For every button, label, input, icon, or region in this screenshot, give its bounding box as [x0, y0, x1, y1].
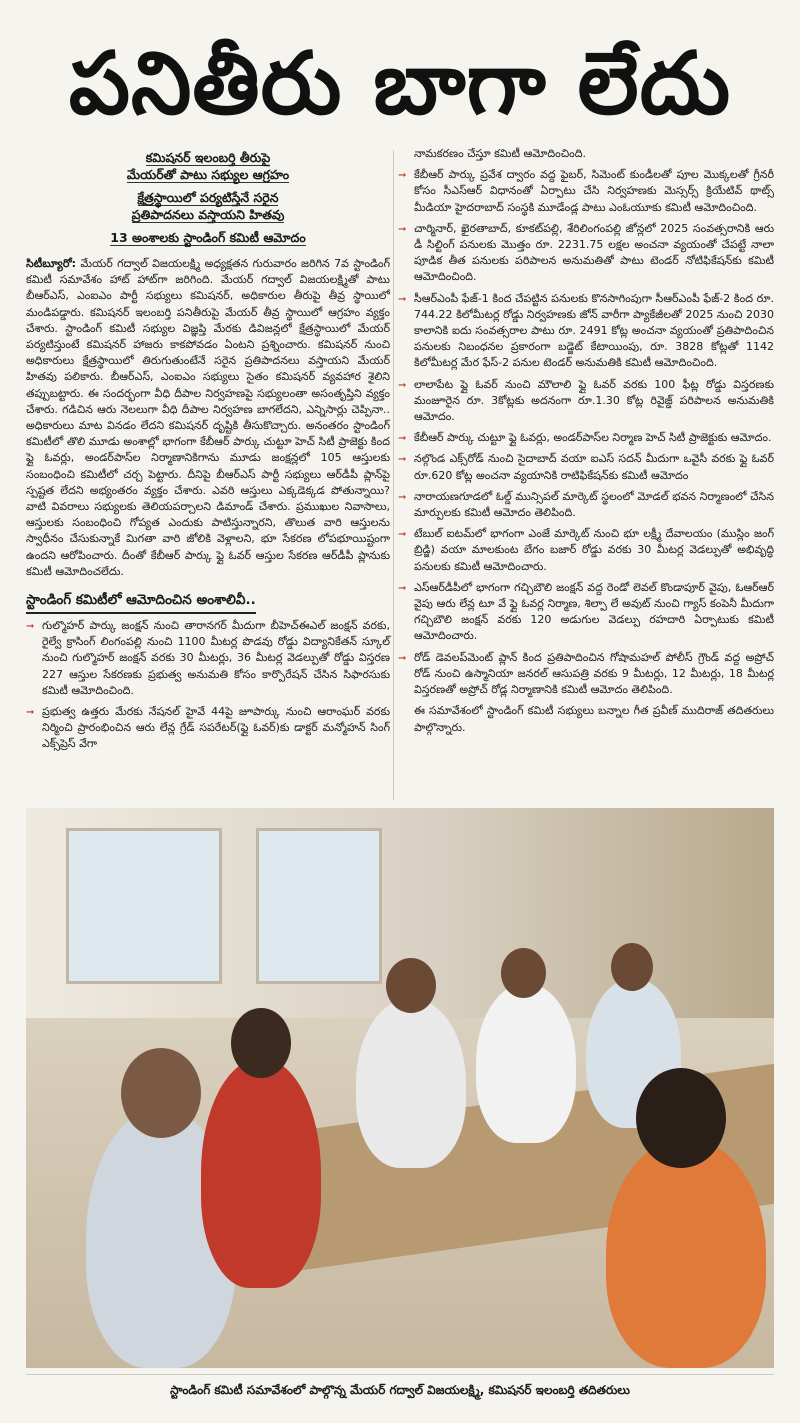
list-item: ➞ ప్రభుత్వ ఉత్తరు మేరకు నేషనల్ హైవే 44పై జూపార్కు నుంచి ఆరాంఘర్ వరకు నిర్మించి ప్రారంభించిన ఆరు లేన్ల గ్రేడ్ సపరేటర్(ఫ్లై ఓవర్)కు డాక్టర్ మన్మోహన్ సింగ్ ఎక్స్‌ప్రెస్ వేగా — [26, 705, 390, 751]
subheading-block — [26, 149, 390, 246]
section-title: స్టాండింగ్ కమిటీలో ఆమోదించిన అంశాలివీ.. — [26, 590, 256, 614]
list-item: ➞ కేబీఆర్ పార్కు ప్రవేశ ద్వారం వద్ద ఫైబర్, సిమెంట్ కుండీలతో పూల మొక్కలతో గ్రీనరీ కోసం సీఎస్ఆర్ విధానంతో ఏర్పాటు చేసి నిర్వహణకు మెస్సర్స్ క్రియేటివ్ థాట్స్ మీడియా హైదరాబాద్ సంస్థకి మూడేండ్ల పాటు ఎంఓయూకు కమిటీ ఆమోదించింది. — [398, 168, 774, 214]
arrow-bullet-icon: ➞ — [26, 621, 35, 633]
list-item: ➞ నల్గొండ ఎక్స్‌రోడ్ నుంచి సైదాబాద్ వయా ఐఎస్ సదన్ మీదుగా ఒవైసీ వరకు ఫ్లై ఓవర్ రూ.620 కోట్ల అంచనా వ్యయానికి రాటిఫికేషన్‌కు కమిటీ ఆమోదం — [398, 452, 774, 482]
arrow-bullet-icon: ➞ — [398, 454, 407, 466]
list-item: ➞ రోడ్ డెవలప్‌మెంట్ ప్లాన్ కింద ప్రతిపాదించిన గోషామహల్ పోలీస్ గ్రౌండ్ వద్ద అప్రోచ్ రోడ్ నుంచి ఉస్మానియా జనరల్ ఆసుపత్రి వరకు 9 మీటర్లు, 12 మీటర్లు, 18 మీటర్ల విస్తరణతో అప్రోచ్ రోడ్ల నిర్మాణానికి కమిటీ ఆమోదం తెలిపింది. — [398, 650, 774, 697]
article-body-text: మేయర్ గద్వాల్ విజయలక్ష్మి అధ్యక్షతన గురువారం జరిగిన 7వ స్టాండింగ్ కమిటీ సమావేశం హాట్ హాట్‌గా జరిగింది. మేయర్ గద్వాల్ విజయలక్ష్మితో పాటు బీఆర్ఎస్, ఎంఐఎం పార్టీ సభ్యులు కమిషనర్, అధికారుల తీరుపై తీవ్ర స్థాయిలో మండిపడ్డారు. కమిషనర్ ఇలంబర్తి పనితీరుపై మేయర్ తీవ్ర స్థాయిలో ఆగ్రహం వ్యక్తం చేశారు. స్టాండింగ్ కమిటీ సభ్యుల విజ్ఞప్తి మేరకు డివిజన్లలో క్షేత్రస్థాయిలో మేయర్ పర్యటిస్తుంటే కమిషనర్ హాజరు కాకపోవడం ఏంటని ప్రశ్నించారు. కమిషనర్ నుంచి అధికారులు క్షేత్రస్థాయిలో తిరుగుతుంటేనే సరైన ప్రతిపాదనలు వస్తాయని మేయర్ హితవు పలికారు. బీఆర్ఎస్, ఎంఐఎం సభ్యులు సైతం కమిషనర్ వ్యవహార శైలిని తప్పుబట్టారు. ఈ సందర్భంగా వీధి దీపాల నిర్వహణపై సభ్యులంతా అసంతృప్తిని వ్యక్తం చేశారు. గడిచిన ఆరు నెలలుగా వీధి దీపాల నిర్వహణ బాగలేదని, ఎన్నిసార్లు చెప్పినా.. అధికారులు మాట వినడం లేదని కమిషనర్ దృష్టికి తీసుకొచ్చారు. అనంతరం స్టాండింగ్ కమిటీలో తొలి మూడు అంశాల్లో భాగంగా కేబీఆర్ పార్కు చుట్టూ హెచ్ సిటీ ప్రాజెక్టు కింద ఫ్లై ఓవర్లు, అండర్‌పాస్‌ల నిర్మాణానికిగాను మూడు జంక్షన్లలో 105 ఆస్తులకు సంబంధించి కమిటీలో చర్చ పెట్టారు. దీనిపై బీఆర్ఎస్ పార్టీ సభ్యులు ఆర్‌డీపీ ప్లాన్‌పై స్పష్టత లేదని అభ్యంతరం వ్యక్తం చేశారు. ఎవరి ఆస్తులు ఎక్కడెక్కడ పోతున్నాయి? వాటి వివరాలు సభ్యులకు తెలియపర్చాలని డిమాండ్ చేశారు. ప్రముఖుల నివాసాలు, ఆస్తులకు సంబంధించి గోప్యత ఎందుకు పాటిస్తున్నారని, తొలుత వారి ఆస్తులను స్వాధీనం చేసుకున్నాకే మిగతా వారి జోలికి వెళ్లాలని, భూ సేకరణ లోపభూయిష్టంగా ఉందని ఆరోపించారు. దీంతో కేబీఆర్ పార్కు ఫ్లై ఓవర్ ఆస్తుల సేకరణ ఆర్‌డీపీ ప్లానుకు కమిటీ ఆమోదించలేదు. — [26, 257, 390, 578]
photo-person-head — [121, 1048, 201, 1138]
photo-person-head — [636, 1068, 726, 1168]
continued-text: నామకరణం చేస్తూ కమిటీ ఆమోదించింది. — [414, 147, 587, 160]
list-item: ➞ సీఆర్ఎంపీ ఫేజ్-1 కింద చేపట్టిన పనులకు కొనసాగింపుగా సీఆర్ఎంపీ ఫేజ్-2 కింద రూ. 744.22 కిలోమీటర్ల రోడ్డు నిర్వహణకు జోన్ వారీగా ప్యాకేజీలతో 2025 నుంచి 2030 కాలానికి ఐదు సంవత్సరాల పాటు రూ. 2491 కోట్ల అంచనా వ్యయంతో ప్రతిపాదించిన పనులకు నిబంధనల ప్రకారంగా బడ్జెట్ కేటాయింపు, రూ. 3828 కోట్లతో 1142 కిలోమీటర్ల మేర ఫేస్-2 పనుల టెండర్ అనుమతికి కమిటీ ఆమోదించింది. — [398, 291, 774, 370]
photo-person-head — [386, 958, 436, 1013]
column-divider — [393, 150, 394, 800]
arrow-bullet-icon: ➞ — [398, 223, 407, 235]
arrow-bullet-icon: ➞ — [398, 293, 407, 305]
arrow-bullet-icon: ➞ — [398, 433, 407, 445]
photo-person-head — [231, 1008, 291, 1078]
photo-person — [201, 1058, 321, 1288]
list-item: ➞ ఎస్ఆర్‌డీపీలో భాగంగా గచ్చిబౌలి జంక్షన్ వద్ద రెండో లెవల్ కొండాపూర్ వైపు, ఓఆర్ఆర్ వైపు ఆరు లేన్ల టూ వే ఫ్లై ఓవర్ల నిర్మాణ, శిల్పా లే అవుట్ నుంచి గ్యాస్ కంపెనీ మీదుగా గచ్చిబౌలి జంక్షన్ వరకు 120 అడుగుల వెడల్పు రహదారి ఏర్పాటుకు కమిటీ ఆమోదించారు. — [398, 580, 774, 643]
meeting-photo — [26, 808, 774, 1368]
photo-person — [356, 998, 466, 1168]
subheading-line-1: కమిషనర్ ఇలంబర్తి తీరుపై — [145, 150, 271, 165]
photo-person-head — [501, 948, 546, 998]
headline: పనితీరు బాగా లేదు — [68, 34, 732, 134]
subheading-line-3: క్షేత్రస్థాయిలో పర్యటిస్తేనే సరైన — [137, 190, 279, 205]
arrow-bullet-icon: ➞ — [398, 582, 407, 594]
photo-window — [256, 828, 382, 984]
right-column — [398, 146, 774, 736]
arrow-bullet-icon: ➞ — [398, 491, 407, 503]
photo-caption: స్టాండింగ్ కమిటీ సమావేశంలో పాల్గొన్న మేయర్ గద్వాల్ విజయలక్ష్మి, కమిషనర్ ఇలంబర్తి తదితరులు — [26, 1374, 774, 1405]
arrow-bullet-icon: ➞ — [398, 652, 407, 664]
photo-person — [606, 1138, 766, 1368]
subheading-line-5: 13 అంశాలకు స్టాండింగ్ కమిటీ ఆమోదం — [110, 230, 306, 245]
subheading-line-4: ప్రతిపాదనలు వస్తాయని హితవు — [131, 207, 285, 222]
arrow-bullet-icon: ➞ — [398, 379, 407, 391]
list-item: ➞ లాలాపేట ఫ్లై ఓవర్ నుంచి మౌలాలి ఫ్లై ఓవర్ వరకు 100 ఫీట్ల రోడ్డు విస్తరణకు మంజూరైన రూ. 3కోట్లకు అదనంగా రూ.1.30 కోట్ల రివైజ్డ్ పరిపాలన అనుమతికి ఆమోదం. — [398, 377, 774, 424]
list-item: ➞ నారాయణగూడలో ఓల్డ్ మున్సిపల్ మార్కెట్ స్థలంలో మోడల్ భవన నిర్మాణంలో చేసిన మార్పులకు కమిటీ ఆమోదం తెలిపింది. — [398, 489, 774, 520]
photo-person — [476, 983, 576, 1143]
list-item: ➞ కేబీఆర్ పార్కు చుట్టూ ఫ్లై ఓవర్లు, అండర్‌పాస్‌ల నిర్మాణ హెచ్ సిటీ ప్రాజెక్టుకు ఆమోదం. — [398, 430, 774, 446]
photo-window — [66, 828, 222, 984]
list-item: ➞ చార్మినార్, ఖైరతాబాద్, కూకట్‌పల్లి, శేరిలింగంపల్లి జోన్లలో 2025 సంవత్సరానికి ఆరు డీ సిల్టింగ్ పనులకు మొత్తం రూ. 2231.75 లక్షల అంచనా వ్యయంతో చేపట్టే నాలా పూడిక తీత పనులకు పరిపాలన అనుమతితో పాటు టెండర్ నోటిఫికేషన్‌కు కమిటీ ఆమోదించింది. — [398, 221, 774, 284]
left-column — [26, 146, 390, 758]
photo-person-head — [611, 943, 653, 991]
subheading-line-2: మేయర్‌తో పాటు సభ్యుల ఆగ్రహం — [126, 167, 290, 182]
arrow-bullet-icon: ➞ — [398, 170, 407, 182]
list-item: ➞ టేబుల్ ఐటమ్‌లో భాగంగా ఎంజే మార్కెట్ నుంచి భూ లక్ష్మీ దేవాలయం (ముస్లిం జంగ్ బ్రిడ్జి) వయా మాలకుంట బేగం బజార్ రోడ్డు వరకు 30 మీటర్ల వెడల్పుతో అభివృద్ధి పనులకు కమిటీ ఆమోదించారు. — [398, 527, 774, 573]
closing-text: ఈ సమావేశంలో స్టాండింగ్ కమిటీ సభ్యులు బన్నాల గీత ప్రవీణ్ ముదిరాజ్ తదితరులు పాల్గొన్నారు. — [414, 704, 774, 734]
arrow-bullet-icon: ➞ — [26, 707, 35, 719]
list-item: ➞ గుల్మొహర్ పార్కు జంక్షన్ నుంచి తారానగర్ మీదుగా బీహెచ్ఈఎల్ జంక్షన్ వరకు, రైల్వే క్రాసింగ్ లింగంపల్లి నుంచి 1100 మీటర్ల పొడవు రోడ్డు విద్యానికేతన్ స్కూల్ నుంచి గుల్మొహర్ జంక్షన్ వరకు 30 మీటర్లు, 36 మీటర్ల వెడల్పుతో రోడ్డు విస్తరణ 227 ఆస్తుల సేకరణకు ప్రభుత్వ అనుమతి కోసం కార్పొరేషన్ చేసిన సిఫారసుకు కమిటీ ఆమోదించింది. — [26, 619, 390, 697]
article-body — [26, 256, 390, 580]
arrow-bullet-icon: ➞ — [398, 529, 407, 541]
dateline: సిటీబ్యూరో: — [26, 257, 77, 270]
